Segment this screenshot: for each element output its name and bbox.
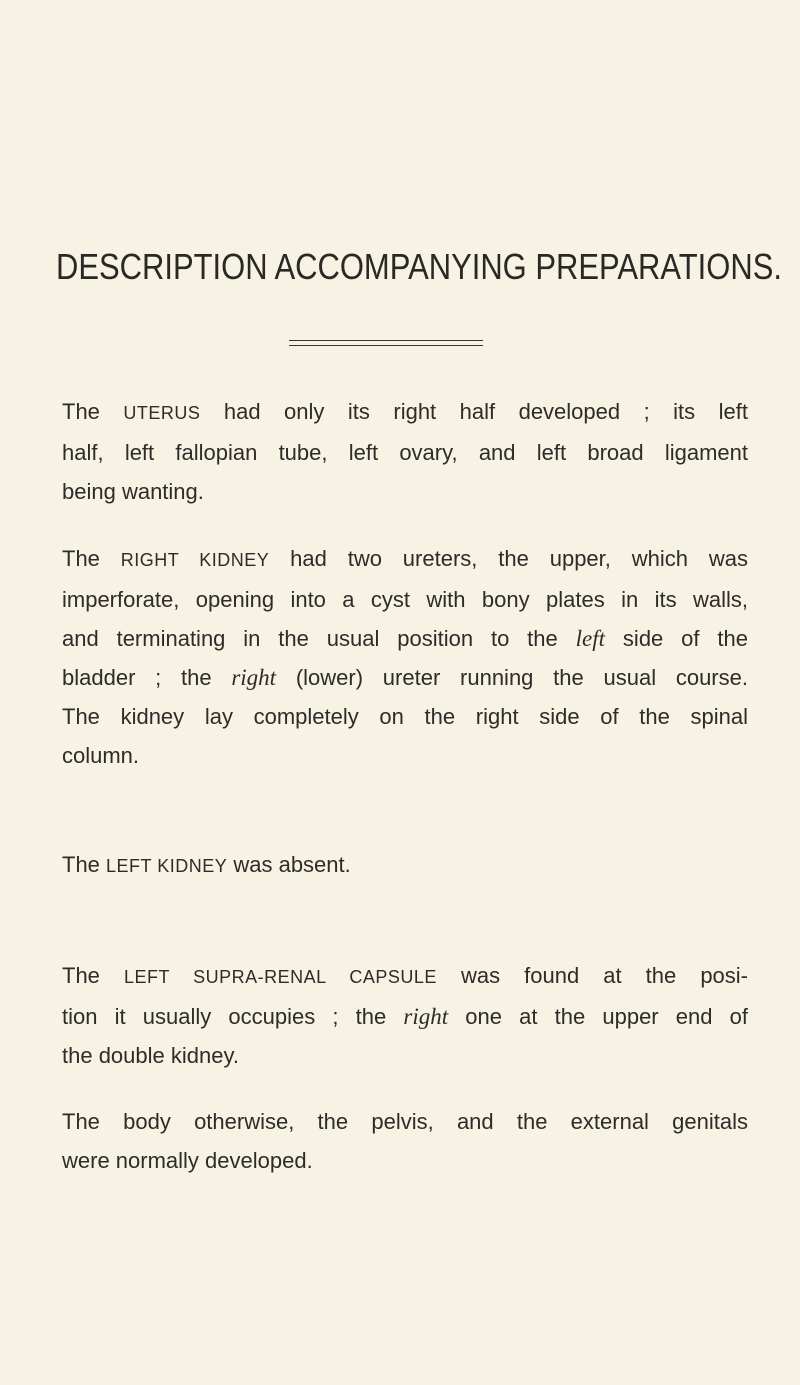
italic-term: right	[403, 1004, 449, 1029]
text-line	[62, 392, 748, 433]
text-run: (lower) ureter running the usual course.	[276, 665, 748, 690]
title-rule-lower	[289, 345, 483, 346]
italic-term: left	[575, 626, 606, 651]
text-line	[62, 1141, 748, 1180]
text-line	[62, 539, 748, 580]
text-run: had only its right half developed ; its left	[200, 399, 748, 424]
text-line	[62, 736, 748, 775]
text-run: being wanting.	[62, 479, 204, 504]
text-run: The	[62, 546, 121, 571]
text-line	[62, 1102, 748, 1141]
small-caps-term: LEFT SUPRA-RENAL CAPSULE	[123, 967, 437, 987]
paragraph-left-kidney	[62, 845, 748, 886]
text-line	[62, 997, 748, 1036]
text-run: was found at the posi-	[436, 963, 748, 988]
text-run: column.	[62, 743, 140, 768]
text-run: The body otherwise, the pelvis, and the external genitals	[62, 1109, 748, 1134]
paragraph-body-otherwise	[62, 1102, 748, 1180]
text-line	[62, 697, 748, 736]
page-title: DESCRIPTION ACCOMPANYING PREPARATIONS.	[56, 246, 782, 287]
text-run: The	[62, 963, 124, 988]
text-run: tion it usually occupies ; the	[62, 1004, 404, 1029]
paragraph-right-kidney	[62, 539, 748, 775]
text-line	[62, 658, 748, 697]
text-run: one at the upper end of	[448, 1004, 748, 1029]
text-run: were normally developed.	[62, 1148, 313, 1173]
italic-term: right	[231, 665, 277, 690]
text-line	[62, 619, 748, 658]
text-line	[62, 845, 748, 886]
text-run: bladder ; the	[62, 665, 232, 690]
text-line	[62, 956, 748, 997]
text-run: imperforate, opening into a cyst with bony plates in its walls,	[62, 587, 748, 612]
text-run: had two ureters, the upper, which was	[269, 546, 749, 571]
paragraph-uterus	[62, 392, 748, 511]
text-run: The kidney lay completely on the right side of the spinal	[62, 704, 748, 729]
title-rule	[289, 340, 483, 341]
small-caps-term: LEFT KIDNEY	[106, 856, 228, 876]
text-run: The	[62, 852, 107, 877]
text-line	[62, 433, 748, 472]
text-run: the double kidney.	[62, 1043, 239, 1068]
text-run: half, left fallopian tube, left ovary, and left broad ligament	[62, 440, 748, 465]
paragraph-supra-renal-capsule	[62, 956, 748, 1075]
text-run: and terminating in the usual position to the	[62, 626, 576, 651]
text-line	[62, 1036, 748, 1075]
small-caps-term: RIGHT KIDNEY	[120, 550, 270, 570]
text-run: side of the	[605, 626, 748, 651]
text-line	[62, 580, 748, 619]
text-run: was absent.	[227, 852, 351, 877]
text-run: The	[62, 399, 124, 424]
text-line	[62, 472, 748, 511]
small-caps-term: UTERUS	[123, 403, 201, 423]
